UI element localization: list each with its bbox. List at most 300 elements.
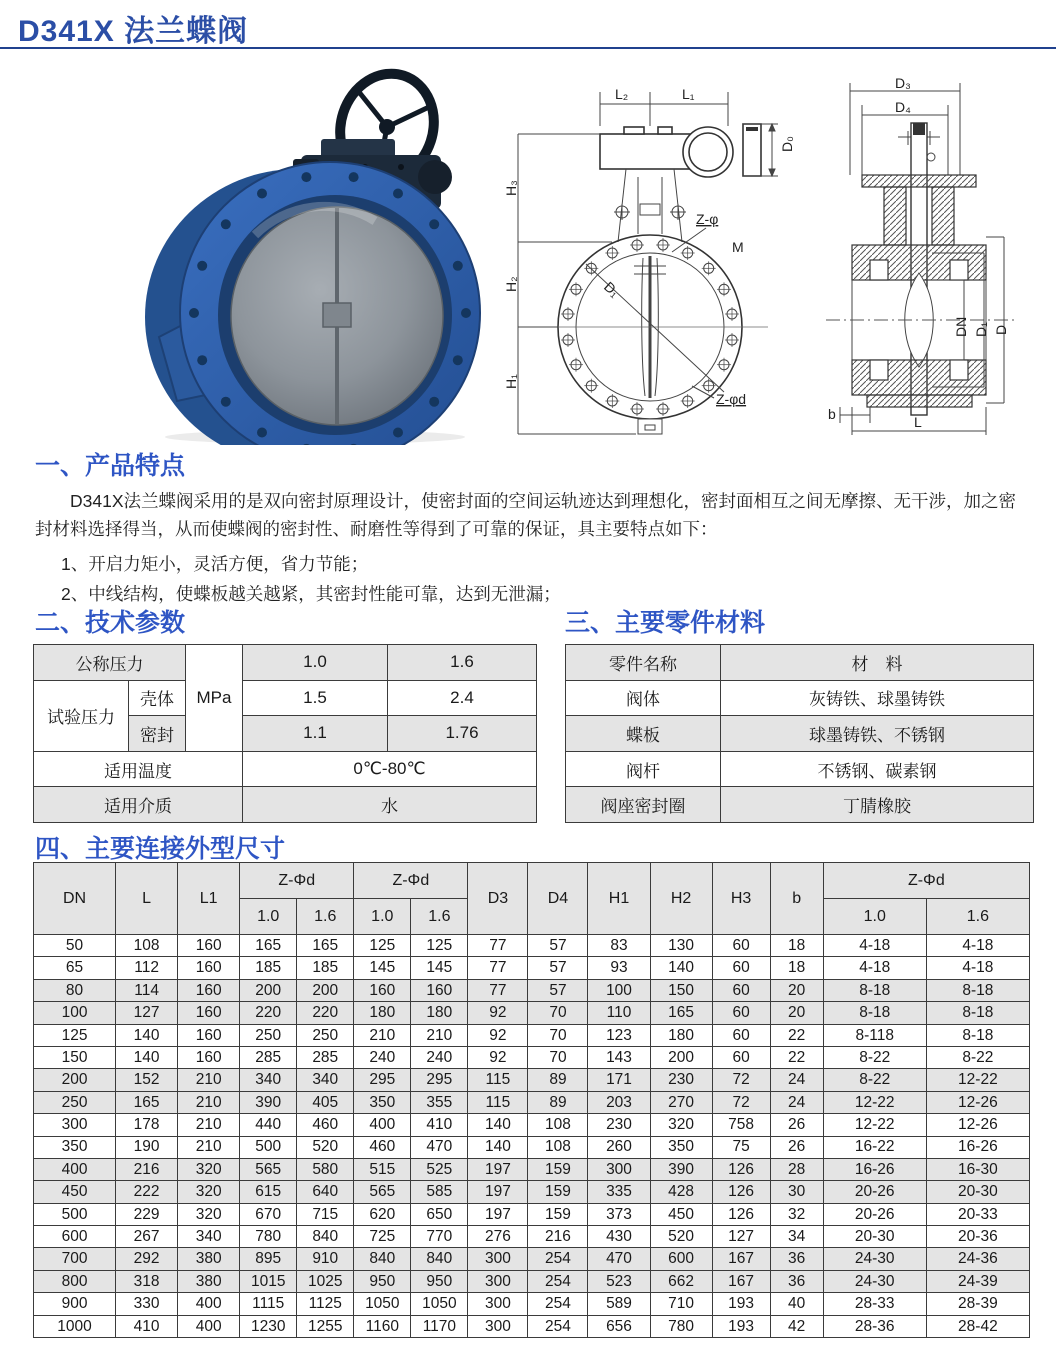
- dimension-value: 254: [528, 1293, 588, 1315]
- dimension-value: 77: [468, 957, 528, 979]
- dimension-value: 515: [354, 1158, 411, 1180]
- dimension-value: 60: [712, 1024, 770, 1046]
- dimension-value: 4-18: [823, 935, 926, 957]
- dimension-value: 210: [178, 1114, 240, 1136]
- dimension-value: 159: [528, 1158, 588, 1180]
- dimension-value: 126: [712, 1158, 770, 1180]
- dimension-value: 18: [770, 957, 823, 979]
- dimension-value: 390: [650, 1158, 712, 1180]
- dim-h1: H₁: [503, 374, 519, 389]
- bolt-hole: [393, 189, 403, 199]
- dimension-value: 165: [650, 1002, 712, 1024]
- material-cell: 阀座密封圈: [566, 787, 721, 823]
- table-row: [34, 1181, 1030, 1203]
- col-zphid-2: Z-Φd: [354, 863, 468, 899]
- dimension-value: 8-118: [823, 1024, 926, 1046]
- dimension-value: 92: [468, 1002, 528, 1024]
- seal-pn16: 1.76: [388, 716, 537, 752]
- nominal-pn10: 1.0: [243, 645, 388, 681]
- gearbox-outline: [600, 124, 761, 177]
- dimension-value: 20-26: [823, 1181, 926, 1203]
- dimension-value: 152: [116, 1069, 178, 1091]
- dimension-value: 20-33: [926, 1203, 1029, 1225]
- table-row: [34, 1024, 1030, 1046]
- dimension-value: 656: [588, 1315, 650, 1337]
- dimension-value: 193: [712, 1293, 770, 1315]
- disc-boss: [323, 303, 351, 327]
- bolt-hole: [257, 189, 267, 199]
- dimension-value: 28-36: [823, 1315, 926, 1337]
- dimensions-table-body: [34, 935, 1030, 1338]
- product-photo: [125, 55, 485, 445]
- dimension-value: 57: [528, 957, 588, 979]
- dimension-value: 770: [411, 1226, 468, 1248]
- dimension-value: 28: [770, 1158, 823, 1180]
- material-cell: 灰铸铁、球墨铸铁: [721, 680, 1034, 716]
- dimension-value: 108: [528, 1114, 588, 1136]
- dimension-value: 276: [468, 1226, 528, 1248]
- dimension-value: 216: [528, 1226, 588, 1248]
- dimension-value: 24-36: [926, 1248, 1029, 1270]
- dimension-value: 92: [468, 1046, 528, 1068]
- dimension-value: 895: [240, 1248, 297, 1270]
- dimension-value: 108: [116, 935, 178, 957]
- dimension-value: 220: [240, 1002, 297, 1024]
- dimensions-table: [33, 862, 1030, 1338]
- dimension-value: 160: [178, 935, 240, 957]
- dimension-value: 662: [650, 1270, 712, 1292]
- dimension-value: 167: [712, 1270, 770, 1292]
- dimension-value: 160: [178, 1002, 240, 1024]
- dimension-value: 300: [468, 1293, 528, 1315]
- medium-value: 水: [243, 787, 537, 823]
- dimension-value: 350: [650, 1136, 712, 1158]
- dimension-value: 57: [528, 979, 588, 1001]
- dimension-value: 840: [354, 1248, 411, 1270]
- dimension-value: 89: [528, 1069, 588, 1091]
- dimension-value: 320: [178, 1203, 240, 1225]
- bolt-hole: [453, 261, 463, 271]
- dimension-value: 57: [528, 935, 588, 957]
- dimension-value: 22: [770, 1024, 823, 1046]
- dimension-value: 640: [297, 1181, 354, 1203]
- dimension-value: 20: [770, 1002, 823, 1024]
- dimension-value: 758: [712, 1114, 770, 1136]
- bolt-hole: [429, 219, 439, 229]
- dimension-value: 589: [588, 1293, 650, 1315]
- bolt-hole: [453, 355, 463, 365]
- dimension-value: 32: [770, 1203, 823, 1225]
- dimension-value: 70: [528, 1002, 588, 1024]
- dimension-value: 1115: [240, 1293, 297, 1315]
- dimension-value: 230: [650, 1069, 712, 1091]
- dimension-value: 110: [588, 1002, 650, 1024]
- dimension-value: 180: [411, 1002, 468, 1024]
- dimension-value: 715: [297, 1203, 354, 1225]
- table-row: [34, 1248, 1030, 1270]
- dimension-value: 83: [588, 935, 650, 957]
- dimension-value: 460: [297, 1114, 354, 1136]
- dimension-value: 300: [588, 1158, 650, 1180]
- sub-col-10: 1.0: [240, 899, 297, 935]
- dimension-value: 380: [178, 1270, 240, 1292]
- dimension-value: 140: [468, 1136, 528, 1158]
- dimension-value: 72: [712, 1091, 770, 1113]
- dimension-value: 108: [528, 1136, 588, 1158]
- dimension-value: 1000: [34, 1315, 116, 1337]
- dim-d3: D₃: [895, 75, 911, 91]
- dimension-value: 210: [354, 1024, 411, 1046]
- dimension-value: 22: [770, 1046, 823, 1068]
- dimension-value: 20: [770, 979, 823, 1001]
- dimension-value: 24-30: [823, 1270, 926, 1292]
- dimension-value: 24: [770, 1091, 823, 1113]
- dimension-value: 320: [178, 1181, 240, 1203]
- bolt-hole: [349, 172, 359, 182]
- dimension-value: 160: [178, 979, 240, 1001]
- dimension-value: 28-39: [926, 1293, 1029, 1315]
- dimension-value: 160: [354, 979, 411, 1001]
- seal-pn10: 1.1: [243, 716, 388, 752]
- dimension-value: 520: [297, 1136, 354, 1158]
- dimension-value: 126: [712, 1203, 770, 1225]
- dimension-value: 285: [240, 1046, 297, 1068]
- features-body: [35, 487, 1033, 610]
- dimension-value: 20-30: [823, 1226, 926, 1248]
- dimension-value: 780: [240, 1226, 297, 1248]
- dimension-value: 92: [468, 1024, 528, 1046]
- dimension-value: 93: [588, 957, 650, 979]
- dimension-value: 1160: [354, 1315, 411, 1337]
- dimension-value: 50: [34, 935, 116, 957]
- material-cell: 阀体: [566, 680, 721, 716]
- section-view-drawing: [812, 75, 1030, 447]
- dimension-value: 140: [116, 1046, 178, 1068]
- dimension-value: 240: [354, 1046, 411, 1068]
- dimension-value: 565: [240, 1158, 297, 1180]
- dimension-value: 450: [650, 1203, 712, 1225]
- dimension-value: 670: [240, 1203, 297, 1225]
- dimension-value: 270: [650, 1091, 712, 1113]
- feature-item: 2、中线结构，使蝶板越关越紧，其密封性能可靠，达到无泄漏；: [61, 584, 561, 605]
- dimension-value: 8-18: [823, 1002, 926, 1024]
- dim-d0: D₀: [779, 136, 795, 152]
- dimension-value: 410: [411, 1114, 468, 1136]
- dim-d: D: [993, 324, 1009, 335]
- dimension-value: 840: [411, 1248, 468, 1270]
- lower-flange-section: [852, 360, 986, 407]
- dimension-value: 780: [650, 1315, 712, 1337]
- dimension-value: 26: [770, 1136, 823, 1158]
- dimension-value: 127: [712, 1226, 770, 1248]
- bolt-hole: [461, 308, 471, 318]
- dimension-value: 410: [116, 1315, 178, 1337]
- dimension-value: 77: [468, 935, 528, 957]
- dimension-value: 260: [588, 1136, 650, 1158]
- dimension-value: 525: [411, 1158, 468, 1180]
- dimension-value: 125: [354, 935, 411, 957]
- col-h1: H1: [588, 863, 650, 935]
- bolt-hole: [301, 172, 311, 182]
- bolt-hole: [429, 397, 439, 407]
- dimension-value: 615: [240, 1181, 297, 1203]
- dimension-value: 4-18: [926, 957, 1029, 979]
- dimension-value: 210: [178, 1069, 240, 1091]
- dimension-value: 350: [34, 1136, 116, 1158]
- dimension-value: 230: [588, 1114, 650, 1136]
- dimension-value: 405: [297, 1091, 354, 1113]
- dimension-value: 300: [468, 1248, 528, 1270]
- dimension-value: 500: [34, 1203, 116, 1225]
- dimension-value: 470: [411, 1136, 468, 1158]
- table-row: [34, 1203, 1030, 1225]
- material-cell: 阀杆: [566, 751, 721, 787]
- dimension-value: 72: [712, 1069, 770, 1091]
- dimension-value: 165: [116, 1091, 178, 1113]
- dimension-value: 350: [354, 1091, 411, 1113]
- tech-params-table: [33, 644, 537, 823]
- bottom-stem: [638, 419, 662, 434]
- dimension-value: 126: [712, 1181, 770, 1203]
- dimension-value: 200: [650, 1046, 712, 1068]
- dimension-value: 320: [650, 1114, 712, 1136]
- dimension-value: 254: [528, 1270, 588, 1292]
- dimension-value: 100: [34, 1002, 116, 1024]
- dimension-value: 12-22: [823, 1114, 926, 1136]
- materials-col-part: 零件名称: [566, 645, 721, 681]
- nominal-pressure-label: 公称压力: [34, 645, 186, 681]
- dimension-value: 36: [770, 1270, 823, 1292]
- dimension-value: 130: [650, 935, 712, 957]
- dimension-value: 160: [178, 957, 240, 979]
- dimension-value: 180: [354, 1002, 411, 1024]
- dimension-value: 585: [411, 1181, 468, 1203]
- dimension-value: 254: [528, 1248, 588, 1270]
- dimension-value: 840: [297, 1226, 354, 1248]
- dimension-value: 523: [588, 1270, 650, 1292]
- dimension-value: 123: [588, 1024, 650, 1046]
- bolt-hole: [197, 261, 207, 271]
- dimension-value: 300: [34, 1114, 116, 1136]
- col-zphid-1: Z-Φd: [240, 863, 354, 899]
- dimension-value: 4-18: [926, 935, 1029, 957]
- dim-d1-section: D₁: [973, 322, 989, 337]
- dimension-value: 295: [411, 1069, 468, 1091]
- nominal-pn16: 1.6: [388, 645, 537, 681]
- dimension-value: 89: [528, 1091, 588, 1113]
- table-row: [566, 716, 1034, 752]
- materials-col-material: 材 料: [721, 645, 1034, 681]
- dim-dn: DN: [953, 316, 969, 337]
- shell-label: 壳体: [129, 680, 186, 716]
- materials-heading: 三、主要零件材料: [565, 609, 766, 637]
- dimension-value: 185: [297, 957, 354, 979]
- material-cell: 丁腈橡胶: [721, 787, 1034, 823]
- test-pressure-label: 试验压力: [34, 680, 129, 751]
- dimension-value: 12-22: [926, 1069, 1029, 1091]
- dimension-value: 210: [178, 1091, 240, 1113]
- dimension-value: 193: [712, 1315, 770, 1337]
- dimension-value: 500: [240, 1136, 297, 1158]
- dimension-value: 160: [178, 1024, 240, 1046]
- dimension-value: 295: [354, 1069, 411, 1091]
- col-d3: D3: [468, 863, 528, 935]
- materials-table-body: [566, 680, 1034, 822]
- col-h2: H2: [650, 863, 712, 935]
- dimension-value: 470: [588, 1248, 650, 1270]
- bolt-hole: [197, 355, 207, 365]
- dimension-value: 1015: [240, 1270, 297, 1292]
- dimension-value: 185: [240, 957, 297, 979]
- dimension-value: 165: [240, 935, 297, 957]
- dimension-value: 65: [34, 957, 116, 979]
- table-row: [34, 935, 1030, 957]
- bolt-hole: [221, 219, 231, 229]
- dimension-value: 200: [240, 979, 297, 1001]
- sub-col-16: 1.6: [411, 899, 468, 935]
- dimension-value: 710: [650, 1293, 712, 1315]
- dimension-value: 24-39: [926, 1270, 1029, 1292]
- neck-outline: [614, 169, 686, 242]
- dimension-value: 8-18: [823, 979, 926, 1001]
- dimension-value: 1050: [411, 1293, 468, 1315]
- dimension-value: 600: [650, 1248, 712, 1270]
- col-dn: DN: [34, 863, 116, 935]
- dimension-value: 159: [528, 1203, 588, 1225]
- dimension-value: 8-22: [823, 1069, 926, 1091]
- dimension-value: 100: [588, 979, 650, 1001]
- dimension-value: 114: [116, 979, 178, 1001]
- dimension-value: 160: [411, 979, 468, 1001]
- dimension-value: 16-26: [926, 1136, 1029, 1158]
- table-row: [34, 1226, 1030, 1248]
- dimension-value: 216: [116, 1158, 178, 1180]
- dimension-value: 127: [116, 1002, 178, 1024]
- dimension-value: 430: [588, 1226, 650, 1248]
- callout-z-phid: Z-φd: [716, 391, 747, 407]
- dimension-value: 180: [650, 1024, 712, 1046]
- dimension-value: 112: [116, 957, 178, 979]
- dimension-value: 950: [354, 1270, 411, 1292]
- dimension-value: 197: [468, 1181, 528, 1203]
- callout-m: M: [732, 239, 744, 255]
- tech-params-heading: 二、技术参数: [35, 609, 186, 637]
- dimension-value: 910: [297, 1248, 354, 1270]
- dimension-value: 450: [34, 1181, 116, 1203]
- dimension-value: 220: [297, 1002, 354, 1024]
- dimension-value: 292: [116, 1248, 178, 1270]
- dimension-value: 145: [411, 957, 468, 979]
- dimension-value: 210: [178, 1136, 240, 1158]
- material-cell: 不锈钢、碳素钢: [721, 751, 1034, 787]
- z-phid-leader: [692, 386, 714, 398]
- dimension-value: 400: [354, 1114, 411, 1136]
- feature-item: 1、开启力矩小，灵活方便，省力节能；: [61, 553, 369, 574]
- dimension-value: 520: [650, 1226, 712, 1248]
- dimension-value: 565: [354, 1181, 411, 1203]
- bolt-hole: [221, 397, 231, 407]
- dimension-value: 140: [468, 1114, 528, 1136]
- dimension-value: 203: [588, 1091, 650, 1113]
- dimension-value: 171: [588, 1069, 650, 1091]
- table-row: [34, 1091, 1030, 1113]
- dimension-value: 34: [770, 1226, 823, 1248]
- title-divider: [0, 47, 1056, 49]
- sub-col-16: 1.6: [926, 899, 1029, 935]
- dimension-value: 340: [297, 1069, 354, 1091]
- dimension-value: 12-26: [926, 1091, 1029, 1113]
- dimension-value: 125: [34, 1024, 116, 1046]
- callout-z-phi: Z-φ: [696, 211, 719, 227]
- table-row: [566, 751, 1034, 787]
- table-row: [34, 1136, 1030, 1158]
- dim-d4: D₄: [895, 99, 911, 115]
- dimension-value: 8-18: [926, 1024, 1029, 1046]
- dimension-value: 197: [468, 1158, 528, 1180]
- dimension-value: 335: [588, 1181, 650, 1203]
- dimension-value: 250: [240, 1024, 297, 1046]
- dimension-value: 28-42: [926, 1315, 1029, 1337]
- dimension-value: 373: [588, 1203, 650, 1225]
- dimension-value: 160: [178, 1046, 240, 1068]
- dimension-value: 240: [411, 1046, 468, 1068]
- dimension-value: 1025: [297, 1270, 354, 1292]
- shell-pn16: 2.4: [388, 680, 537, 716]
- table-row: [34, 1270, 1030, 1292]
- dimension-value: 318: [116, 1270, 178, 1292]
- features-intro: D341X法兰蝶阀采用的是双向密封原理设计，使密封面的空间运轨迹达到理想化，密封面相互之间无摩擦、无干涉，加之密封材料选择得当，从而使蝶阀的密封性、耐磨性等得到了可靠的保证，具主要特点如下：: [35, 491, 1017, 540]
- dimension-value: 400: [34, 1158, 116, 1180]
- dimension-value: 620: [354, 1203, 411, 1225]
- dimension-value: 30: [770, 1181, 823, 1203]
- table-row: [34, 1069, 1030, 1091]
- dimension-value: 700: [34, 1248, 116, 1270]
- dimension-value: 250: [297, 1024, 354, 1046]
- temperature-value: 0℃-80℃: [243, 751, 537, 787]
- dim-h3: H₃: [503, 180, 519, 196]
- material-cell: 蝶板: [566, 716, 721, 752]
- dimension-value: 200: [34, 1069, 116, 1091]
- dimension-value: 400: [178, 1315, 240, 1337]
- dimension-value: 24-30: [823, 1248, 926, 1270]
- dimension-value: 1170: [411, 1315, 468, 1337]
- dimension-value: 77: [468, 979, 528, 1001]
- page-title: D341X 法兰蝶阀: [18, 15, 249, 48]
- dimension-value: 285: [297, 1046, 354, 1068]
- dimension-value: 8-22: [926, 1046, 1029, 1068]
- dimension-value: 1255: [297, 1315, 354, 1337]
- dim-b: b: [828, 406, 836, 422]
- table-row: [566, 680, 1034, 716]
- col-zphid-3: Z-Φd: [823, 863, 1029, 899]
- col-l: L: [116, 863, 178, 935]
- dimension-value: 1230: [240, 1315, 297, 1337]
- col-b: b: [770, 863, 823, 935]
- table-row: [34, 1315, 1030, 1337]
- front-view-drawing: [500, 82, 795, 444]
- dimension-value: 16-30: [926, 1158, 1029, 1180]
- dimension-value: 580: [297, 1158, 354, 1180]
- table-row: [34, 1046, 1030, 1068]
- dimension-value: 900: [34, 1293, 116, 1315]
- dimension-value: 267: [116, 1226, 178, 1248]
- table-row: [34, 1002, 1030, 1024]
- dimension-value: 380: [178, 1248, 240, 1270]
- dimension-value: 950: [411, 1270, 468, 1292]
- material-cell: 球墨铸铁、不锈钢: [721, 716, 1034, 752]
- dimension-value: 600: [34, 1226, 116, 1248]
- bolt-hole: [393, 428, 403, 438]
